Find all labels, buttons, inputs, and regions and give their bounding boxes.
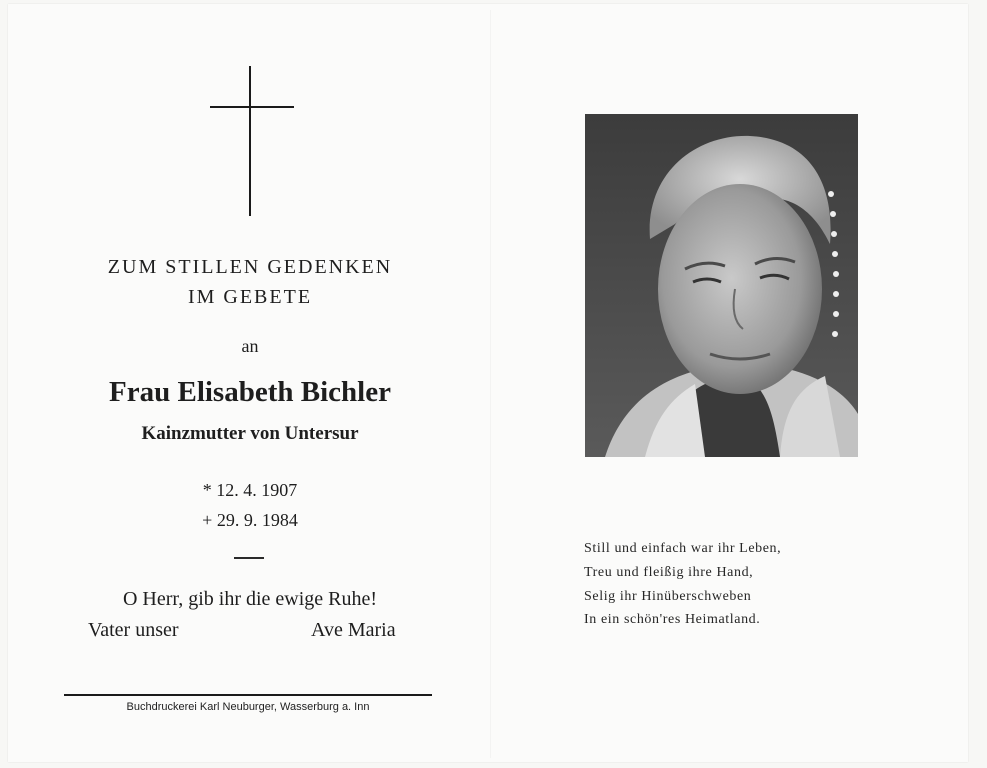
portrait-photo xyxy=(585,114,858,457)
heading-line-1: ZUM STILLEN GEDENKEN xyxy=(107,256,393,278)
deceased-name: Frau Elisabeth Bichler xyxy=(109,376,391,408)
verse-line-4: In ein schön'res Heimatland. xyxy=(584,612,761,627)
dedication-word: an xyxy=(241,336,259,356)
prayer-line: O Herr, gib ihr die ewige Ruhe! xyxy=(122,588,378,610)
prayer-vater-unser: Vater unser xyxy=(88,619,179,641)
printer-credit: Buchdruckerei Karl Neuburger, Wasserburg a. Inn xyxy=(126,701,370,713)
verse-line-3: Selig ihr Hinüberschweben xyxy=(584,589,752,604)
verse-line-1: Still und einfach war ihr Leben, xyxy=(584,541,782,556)
birth-date: * 12. 4. 1907 xyxy=(202,480,298,500)
printer-rule xyxy=(64,694,432,696)
deceased-title: Kainzmutter von Untersur xyxy=(141,423,359,444)
verse-line-2: Treu und fleißig ihre Hand, xyxy=(584,565,754,580)
prayer-ave-maria: Ave Maria xyxy=(311,619,396,641)
separator-dash xyxy=(234,557,264,559)
card-fold xyxy=(490,10,491,758)
cross-horizontal-bar xyxy=(210,106,294,108)
cross-vertical-bar xyxy=(249,66,251,216)
death-date: + 29. 9. 1984 xyxy=(202,510,298,530)
heading-line-2: IM GEBETE xyxy=(187,286,313,308)
portrait-image xyxy=(585,114,858,457)
